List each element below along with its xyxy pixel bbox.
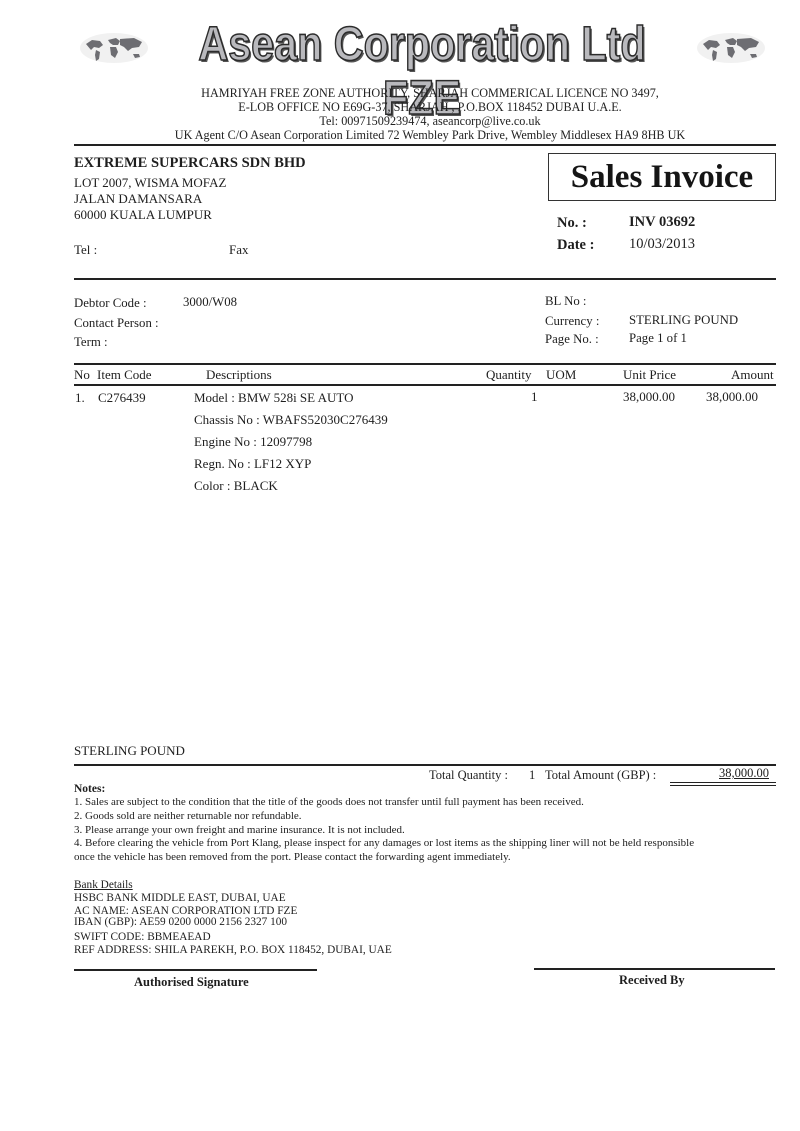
- amount-currency-words: STERLING POUND: [74, 743, 185, 758]
- fax-label: Fax: [229, 242, 249, 257]
- company-address-line: E-LOB OFFICE NO E69G-37, SHARJAH , P.O.BOX 118452 DUBAI U.A.E.: [238, 100, 622, 114]
- bank-line: REF ADDRESS: SHILA PAREKH, P.O. BOX 118452, DUBAI, UAE: [74, 944, 392, 956]
- customer-address-line: JALAN DAMANSARA: [74, 191, 203, 206]
- currency-label: Currency :: [545, 314, 600, 328]
- tel-label: Tel :: [74, 242, 98, 257]
- note-item: 2. Goods sold are neither returnable nor refundable.: [74, 810, 302, 822]
- invoice-date-value: 10/03/2013: [629, 236, 696, 252]
- bank-line: IBAN (GBP): AE59 0200 0000 2156 2327 100: [74, 916, 288, 928]
- total-double-underline-1: [670, 782, 776, 783]
- total-quantity-value: 1: [529, 768, 536, 782]
- column-header-descriptions: Descriptions: [206, 367, 272, 382]
- bank-line: HSBC BANK MIDDLE EAST, DUBAI, UAE: [74, 892, 286, 904]
- row-description-line: Model : BMW 528i SE AUTO: [194, 390, 354, 405]
- row-description-line: Engine No : 12097798: [194, 434, 313, 449]
- company-uk-agent-line: UK Agent C/O Asean Corporation Limited 72 Wembley Park Drive, Wembley Middlesex HA9 8HB UK: [174, 128, 686, 142]
- row-amount: 38,000.00: [706, 389, 758, 404]
- currency-value: STERLING POUND: [629, 313, 739, 327]
- company-contact-line: Tel: 00971509239474, aseancorp@live.co.uk: [319, 114, 541, 128]
- column-header-no: No: [74, 367, 90, 382]
- total-amount-label: Total Amount (GBP) :: [545, 768, 657, 782]
- bank-line: AC NAME: ASEAN CORPORATION LTD FZE: [74, 905, 298, 917]
- received-by-label: Received By: [619, 973, 685, 987]
- bank-details-title: Bank Details: [74, 879, 133, 891]
- customer-address-line: LOT 2007, WISMA MOFAZ: [74, 175, 227, 190]
- row-description-line: Chassis No : WBAFS52030C276439: [194, 412, 388, 427]
- debtor-code-label: Debtor Code :: [74, 296, 147, 310]
- invoice-no-value: INV 03692: [629, 214, 696, 230]
- totals-rule: [74, 764, 776, 766]
- note-item: 1. Sales are subject to the condition that the title of the goods does not transfer until full payment has been received.: [74, 796, 584, 808]
- table-header-rule: [74, 384, 776, 386]
- bl-no-label: BL No :: [545, 294, 587, 308]
- received-by-line: [534, 968, 775, 970]
- row-quantity: 1: [531, 389, 538, 404]
- column-header-item-code: Item Code: [97, 367, 152, 382]
- invoice-title: Sales Invoice: [548, 153, 776, 201]
- column-header-uom: UOM: [546, 367, 577, 382]
- customer-name: EXTREME SUPERCARS SDN BHD: [74, 155, 306, 171]
- column-header-quantity: Quantity: [486, 367, 532, 382]
- world-map-icon: [78, 30, 150, 66]
- customer-address-line: 60000 KUALA LUMPUR: [74, 207, 212, 222]
- header-divider: [74, 144, 776, 146]
- page-no-value: Page 1 of 1: [629, 331, 687, 345]
- term-label: Term :: [74, 335, 108, 349]
- table-top-rule: [74, 363, 776, 365]
- world-map-icon: [695, 30, 767, 66]
- total-quantity-label: Total Quantity :: [429, 768, 508, 782]
- column-header-amount: Amount: [731, 367, 774, 382]
- row-description-line: Regn. No : LF12 XYP: [194, 456, 312, 471]
- total-double-underline-2: [670, 785, 776, 786]
- invoice-no-label: No. :: [557, 215, 587, 231]
- notes-title: Notes:: [74, 783, 106, 795]
- column-header-unit-price: Unit Price: [623, 367, 677, 382]
- row-item-code: C276439: [98, 390, 146, 405]
- note-item: 3. Please arrange your own freight and marine insurance. It is not included.: [74, 824, 405, 836]
- row-description-line: Color : BLACK: [194, 478, 278, 493]
- company-address-line: HAMRIYAH FREE ZONE AUTHORITY, SHARJAH COMMERICAL LICENCE NO 3497,: [201, 86, 659, 100]
- bank-line: SWIFT CODE: BBMEAEAD: [74, 931, 211, 943]
- note-item: once the vehicle has been removed from the port. Please contact the forwarding agent immediately.: [74, 851, 511, 863]
- row-unit-price: 38,000.00: [623, 389, 675, 404]
- debtor-code-value: 3000/W08: [183, 295, 238, 309]
- authorised-signature-label: Authorised Signature: [134, 975, 249, 989]
- authorised-signature-line: [74, 969, 317, 971]
- invoice-date-label: Date :: [557, 237, 595, 253]
- note-item: 4. Before clearing the vehicle from Port Klang, please inspect for any damages or lost items as the shipping liner will not be held responsible: [74, 837, 695, 849]
- company-logo-title: Asean Corporation Ltd FZE: [198, 18, 646, 125]
- customer-divider: [74, 278, 776, 280]
- row-no: 1.: [75, 390, 85, 405]
- contact-person-label: Contact Person :: [74, 316, 159, 330]
- total-amount-value: 38,000.00: [719, 766, 769, 780]
- page-no-label: Page No. :: [545, 332, 599, 346]
